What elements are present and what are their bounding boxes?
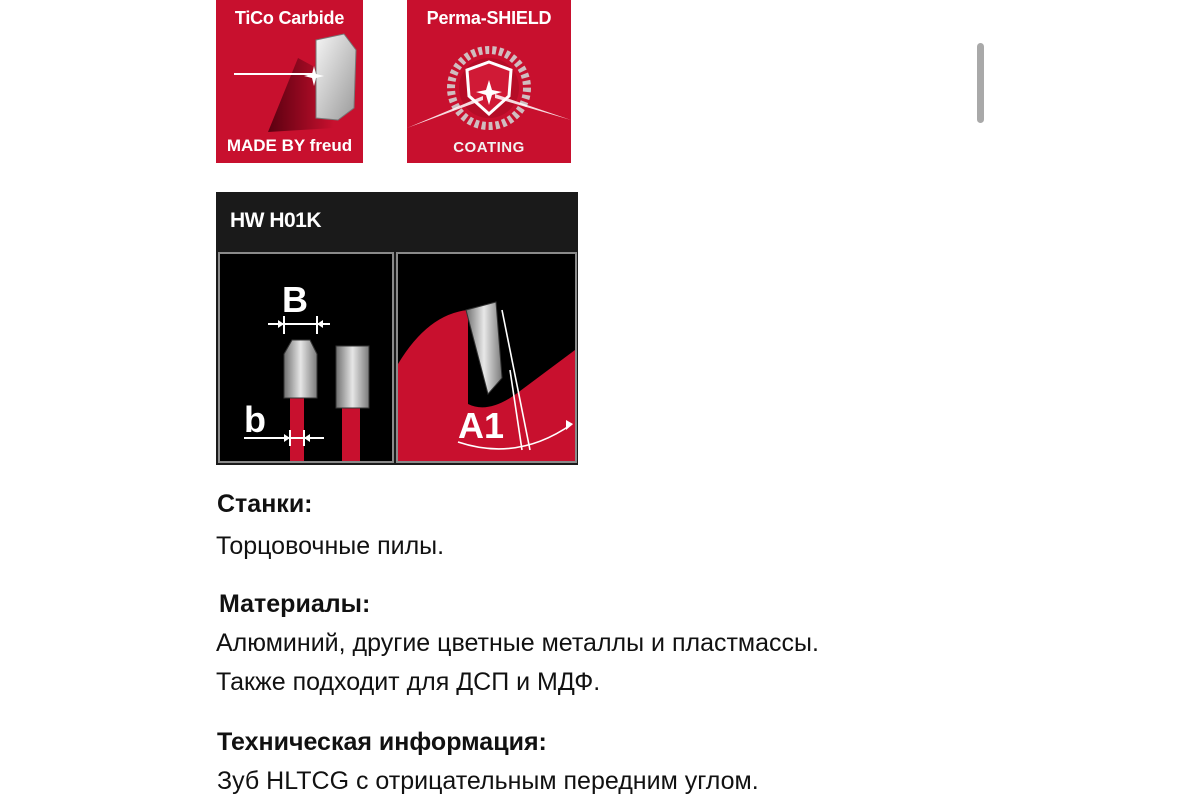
- tech-info-heading: Техническая информация:: [217, 728, 547, 756]
- tooth-geometry-diagram: [216, 192, 578, 465]
- materials-heading: Материалы:: [219, 590, 371, 618]
- diagram-header: [216, 192, 578, 252]
- perma-shield-badge: [407, 0, 571, 163]
- tech-info-text: Зуб HLTCG с отрицательным передним углом.: [217, 767, 759, 795]
- tico-carbide-badge: [216, 0, 363, 163]
- machines-text: Торцовочные пилы.: [216, 532, 445, 560]
- tooth-code: HW H01K: [230, 209, 322, 232]
- hook-angle-panel: [396, 252, 577, 463]
- badge-subtitle: MADE BY freud: [226, 136, 353, 155]
- badge-subtitle: COATING: [453, 139, 525, 156]
- badge-title: TiCo Carbide: [234, 8, 345, 28]
- badge-title: Perma-SHIELD: [426, 8, 552, 28]
- b-upper-label: B: [282, 279, 308, 320]
- tooth-width-panel: [218, 252, 394, 463]
- a1-angle-label: A1: [458, 405, 505, 446]
- vertical-scrollbar[interactable]: [977, 43, 984, 123]
- materials-text-line2: Также подходит для ДСП и МДФ.: [216, 668, 601, 696]
- tooth-width-drawing: [220, 254, 392, 461]
- machines-heading: Станки:: [217, 490, 313, 518]
- b-lower-label: b: [244, 399, 266, 440]
- materials-text-line1: Алюминий, другие цветные металлы и пластмассы.: [216, 629, 819, 657]
- hook-angle-drawing: [398, 254, 575, 461]
